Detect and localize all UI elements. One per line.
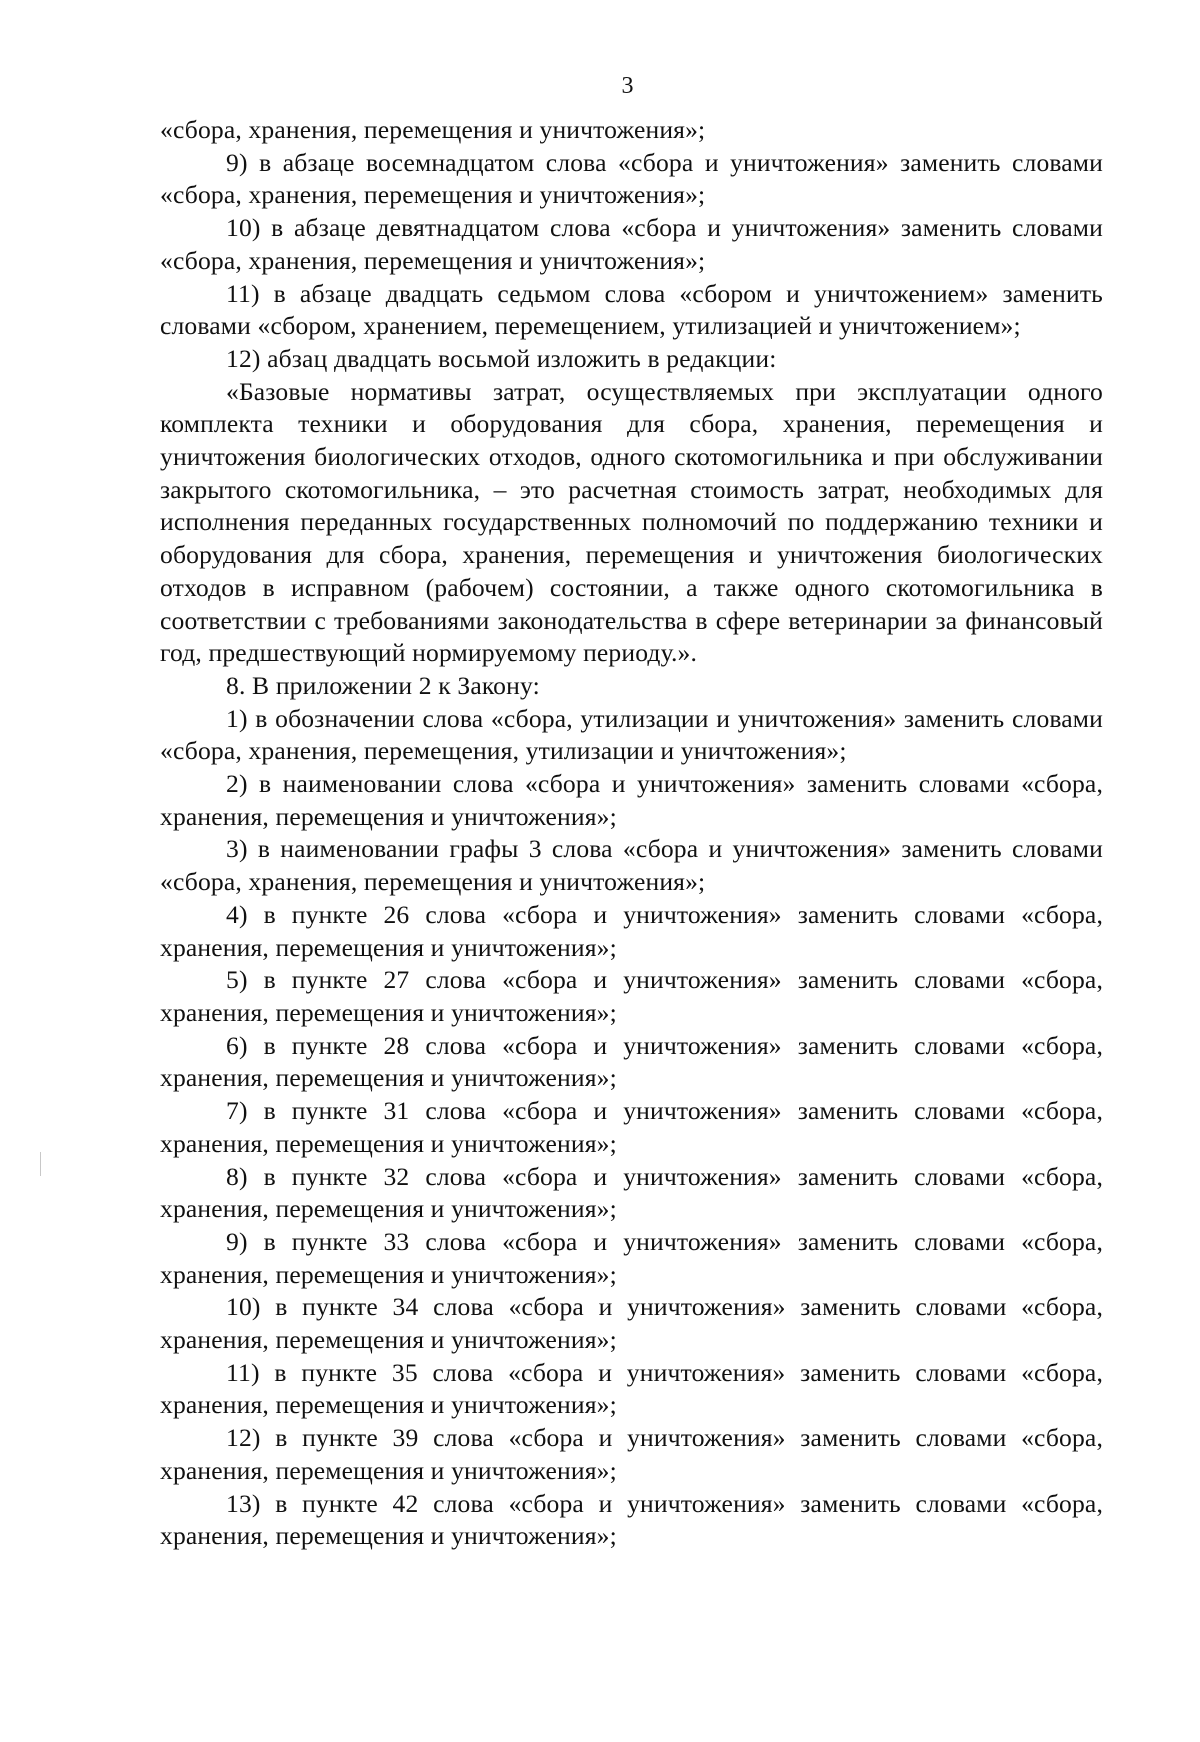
paragraph-section-8-heading: 8. В приложении 2 к Закону: — [226, 670, 540, 700]
paragraph-appendix-item-3: 3) в наименовании графы 3 слова «сбора и уничтожения» заменить словами «сбора, хранения, перемещения и уничтожения»; — [160, 834, 1103, 897]
paragraph-quoted-norms: «Базовые нормативы затрат, осуществляемых при эксплуатации одного комплекта техники и оборудования для сбора, хранения, перемещения и уничтожения биологических отходов, одного скотомогильника и при обслуживании закрытого скотомогильника, – это расчетная стоимость затрат, необходимых для исполнения переданных государственных полномочий по поддержанию техники и оборудования для сбора, хранения, перемещения и уничтожения биологических отходов в исправном (рабочем) состоянии, а также одного скотомогильника в соответствии с требованиями законодательства в сфере ветеринарии за финансовый год, предшествующий нормируемому периоду.». — [160, 376, 1103, 668]
document-body — [160, 114, 1103, 1553]
paragraph-appendix-item-5: 5) в пункте 27 слова «сбора и уничтожения» заменить словами «сбора, хранения, перемещения и уничтожения»; — [160, 965, 1103, 1027]
paragraph-appendix-item-6: 6) в пункте 28 слова «сбора и уничтожения» заменить словами «сбора, хранения, перемещения и уничтожения»; — [160, 1030, 1103, 1093]
paragraph-appendix-item-4: 4) в пункте 26 слова «сбора и уничтожения» заменить словами «сбора, хранения, перемещения и уничтожения»; — [160, 899, 1103, 962]
paragraph-appendix-item-8: 8) в пункте 32 слова «сбора и уничтожения» заменить словами «сбора, хранения, перемещения и уничтожения»; — [160, 1161, 1103, 1224]
paragraph-appendix-item-10: 10) в пункте 34 слова «сбора и уничтожения» заменить словами «сбора, хранения, перемещения и уничтожения»; — [160, 1292, 1103, 1355]
paragraph-item-11-abzac-27: 11) в абзаце двадцать седьмом слова «сбором и уничтожением» заменить словами «сбором, хранением, перемещением, утилизацией и уничтожением»; — [160, 278, 1103, 341]
paragraph-item-12-abzac-28: 12) абзац двадцать восьмой изложить в редакции: — [226, 343, 777, 373]
paragraph-appendix-item-1: 1) в обозначении слова «сбора, утилизации и уничтожения» заменить словами «сбора, хранения, перемещения, утилизации и уничтожения»; — [160, 703, 1103, 766]
paragraph-item-10-abzac-19: 10) в абзаце девятнадцатом слова «сбора и уничтожения» заменить словами «сбора, хранения, перемещения и уничтожения»; — [160, 213, 1103, 275]
paragraph-appendix-item-13: 13) в пункте 42 слова «сбора и уничтожения» заменить словами «сбора, хранения, перемещения и уничтожения»; — [160, 1488, 1103, 1551]
paragraph-item-9-abzac-18: 9) в абзаце восемнадцатом слова «сбора и уничтожения» заменить словами «сбора, хранения, перемещения и уничтожения»; — [160, 147, 1103, 210]
paragraph-appendix-item-7: 7) в пункте 31 слова «сбора и уничтожения» заменить словами «сбора, хранения, перемещения и уничтожения»; — [160, 1096, 1103, 1158]
paragraph-continuation: «сбора, хранения, перемещения и уничтожения»; — [160, 115, 706, 144]
page-number: 3 — [621, 73, 634, 99]
paragraph-appendix-item-11: 11) в пункте 35 слова «сбора и уничтожения» заменить словами «сбора, хранения, перемещения и уничтожения»; — [160, 1357, 1103, 1420]
paragraph-appendix-item-12: 12) в пункте 39 слова «сбора и уничтожения» заменить словами «сбора, хранения, перемещения и уничтожения»; — [160, 1423, 1103, 1485]
scan-margin-mark — [40, 1152, 41, 1176]
paragraph-appendix-item-2: 2) в наименовании слова «сбора и уничтожения» заменить словами «сбора, хранения, перемещения и уничтожения»; — [160, 769, 1103, 831]
paragraph-appendix-item-9: 9) в пункте 33 слова «сбора и уничтожения» заменить словами «сбора, хранения, перемещения и уничтожения»; — [160, 1226, 1103, 1289]
